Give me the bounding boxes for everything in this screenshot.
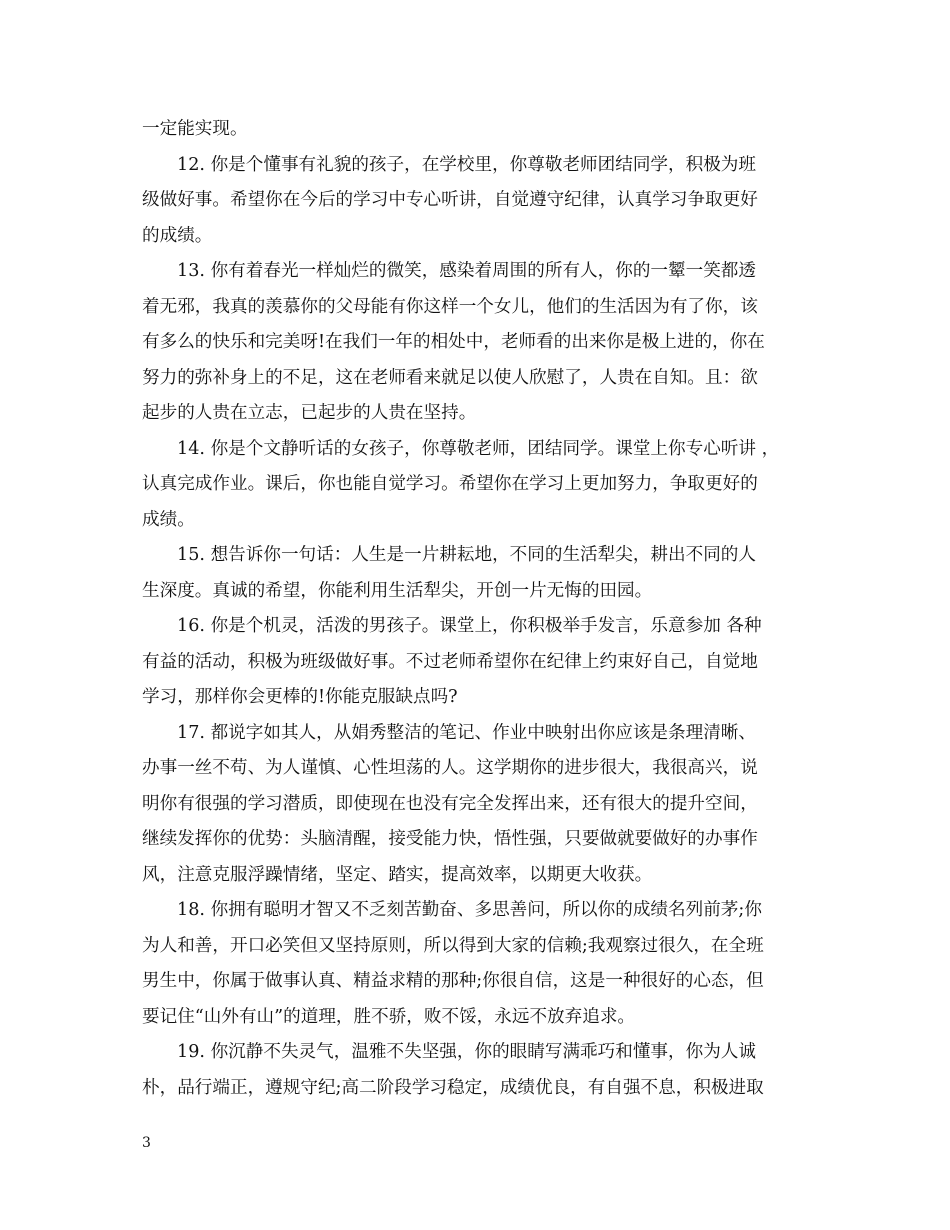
text-line: 17. 都说字如其人，从娟秀整洁的笔记、作业中映射出你应该是条理清晰、 (177, 722, 756, 743)
text-line: 朴，品行端正，遵规守纪;高二阶段学习稳定，成绩优良，有自强不息，积极进取 (142, 1077, 764, 1098)
text-line: 19. 你沉静不失灵气，温雅不失坚强，你的眼睛写满乖巧和懂事，你为人诚 (177, 1042, 756, 1062)
paragraph-19 (142, 1035, 812, 1106)
text-line: 风，注意克服浮躁情绪，坚定、踏实，提高效率，以期更大收获。 (142, 864, 653, 885)
text-line: 要记住“山外有山”的道理，胜不骄，败不馁，永远不放弃追求。 (142, 1006, 636, 1027)
text-line: 生深度。真诚的希望，你能利用生活犁尖，开创一片无悔的田园。 (142, 580, 653, 601)
text-line: 的成绩。 (142, 225, 213, 246)
page-number: 3 (142, 1135, 151, 1151)
text-line: 13. 你有着春光一样灿烂的微笑，感染着周围的所有人，你的一颦一笑都透 (177, 261, 756, 281)
paragraph-15 (142, 538, 812, 609)
text-line: 18. 你拥有聪明才智又不乏刻苦勤奋、多思善问，所以你的成绩名列前茅;你 (177, 900, 762, 920)
text-line: 努力的弥补身上的不足，这在老师看来就足以使人欣慰了，人贵在自知。且：欲 (142, 367, 758, 388)
paragraph-18 (142, 893, 812, 1035)
paragraph-13 (142, 254, 812, 432)
paragraph-17 (142, 716, 812, 894)
text-line: 12. 你是个懂事有礼貌的孩子，在学校里，你尊敬老师团结同学，积极为班 (177, 154, 756, 175)
text-line: 起步的人贵在立志，已起步的人贵在坚持。 (142, 403, 477, 423)
text-line: 男生中，你属于做事认真、精益求精的那种;你很自信，这是一种很好的心态，但 (142, 971, 764, 991)
paragraph-14 (142, 432, 812, 539)
document-body (142, 112, 812, 1106)
text-line: 有益的活动，积极为班级做好事。不过老师希望你在纪律上约束好自己，自觉地 (142, 651, 758, 672)
text-line: 继续发挥你的优势：头脑清醒，接受能力快，悟性强，只要做就要做好的办事作 (142, 829, 758, 849)
text-line: 16. 你是个机灵，活泼的男孩子。课堂上，你积极举手发言，乐意参加 各种 (177, 616, 762, 636)
text-line: 认真完成作业。课后，你也能自觉学习。希望你在学习上更加努力，争取更好的 (142, 474, 758, 494)
paragraph-16 (142, 609, 812, 716)
text-line: 14. 你是个文静听话的女孩子，你尊敬老师，团结同学。课堂上你专心听讲 ， (177, 438, 780, 459)
text-line: 有多么的快乐和完美呀!在我们一年的相处中，老师看的出来你是极上进的，你在 (142, 332, 765, 352)
text-line: 办事一丝不苟、为人谨慎、心性坦荡的人。这学期你的进步很大，我很高兴，说 (142, 758, 758, 778)
text-line: 明你有很强的学习潜质，即使现在也没有完全发挥出来，还有很大的提升空间， (142, 793, 758, 814)
text-line: 为人和善，开口必笑但又坚持原则，所以得到大家的信赖;我观察过很久，在全班 (142, 935, 764, 956)
text-line: 学习，那样你会更棒的!你能克服缺点吗? (142, 687, 458, 707)
text-line: 着无邪，我真的羡慕你的父母能有你这样一个女儿，他们的生活因为有了你，该 (142, 296, 758, 317)
text-line: 级做好事。希望你在今后的学习中专心听讲，自觉遵守纪律，认真学习争取更好 (142, 190, 758, 210)
paragraph-continuation (142, 112, 812, 148)
text-line: 成绩。 (142, 509, 195, 530)
text-line: 一定能实现。 (142, 119, 248, 139)
text-line: 15. 想告诉你一句话：人生是一片耕耘地，不同的生活犁尖，耕出不同的人 (177, 545, 756, 565)
paragraph-12 (142, 148, 812, 255)
